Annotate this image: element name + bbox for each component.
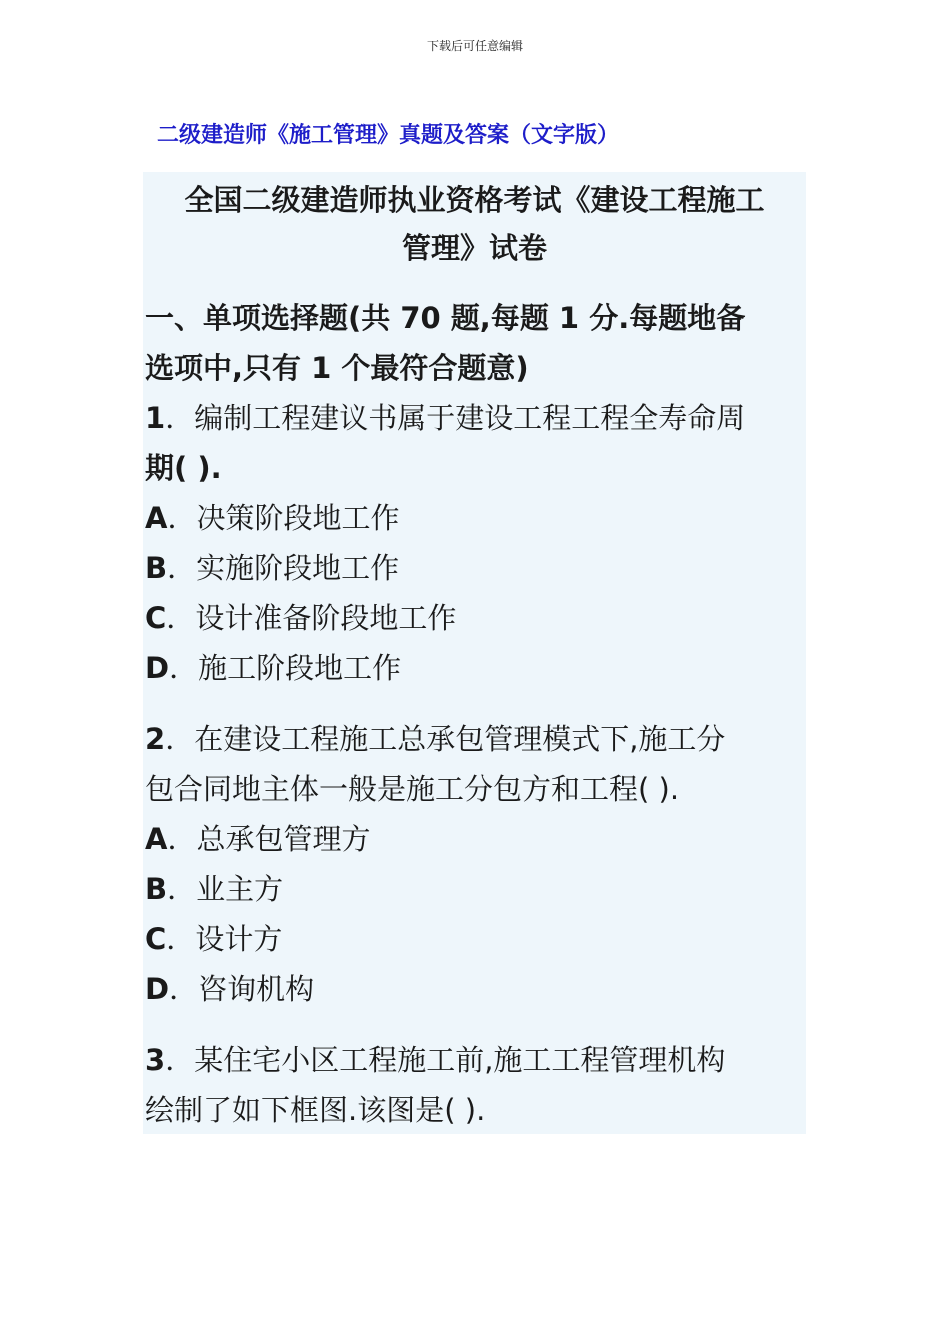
option-text: 实施阶段地工作 bbox=[196, 551, 400, 585]
option-text: 咨询机构 bbox=[198, 972, 315, 1006]
separator: ． bbox=[166, 922, 196, 956]
question-2-option-c bbox=[145, 914, 807, 964]
option-key: D bbox=[145, 651, 170, 685]
question-2-stem-line-2: 包合同地主体一般是施工分包方和工程( ). bbox=[145, 772, 680, 806]
separator: ． bbox=[169, 972, 199, 1006]
question-1-option-d bbox=[145, 643, 807, 693]
question-stem: 某住宅小区工程施工前,施工工程管理机构 bbox=[194, 1043, 726, 1077]
question-3-stem-line-1 bbox=[145, 1035, 807, 1085]
question-1-option-a bbox=[145, 493, 807, 543]
option-key: D bbox=[145, 972, 170, 1006]
question-2-option-b bbox=[145, 864, 807, 914]
question-stem: 在建设工程施工总承包管理模式下,施工分 bbox=[194, 722, 726, 756]
separator: ． bbox=[167, 822, 197, 856]
option-text: 设计方 bbox=[195, 922, 283, 956]
question-2-option-d bbox=[145, 964, 807, 1014]
question-3-stem-line-2: 绘制了如下框图.该图是( ). bbox=[145, 1093, 486, 1127]
option-text: 总承包管理方 bbox=[196, 822, 371, 856]
option-key: B bbox=[145, 551, 168, 585]
question-1-stem-line-2: 期( ). bbox=[145, 451, 222, 485]
exam-title bbox=[143, 176, 806, 272]
section-heading-line-1: 一、单项选择题(共 70 题,每题 1 分.每题地备 bbox=[145, 301, 746, 335]
separator: ． bbox=[167, 501, 197, 535]
option-key: B bbox=[145, 872, 168, 906]
exam-title-line-1: 全国二级建造师执业资格考试《建设工程施工 bbox=[184, 183, 765, 217]
option-text: 业主方 bbox=[196, 872, 284, 906]
separator: ． bbox=[169, 651, 199, 685]
question-1-option-b bbox=[145, 543, 807, 593]
separator: ． bbox=[166, 601, 196, 635]
question-number: 2 bbox=[145, 722, 166, 756]
option-text: 决策阶段地工作 bbox=[196, 501, 400, 535]
section-heading-line-2: 选项中,只有 1 个最符合题意) bbox=[145, 351, 529, 385]
separator: ． bbox=[165, 722, 195, 756]
separator: ． bbox=[165, 1043, 195, 1077]
option-key: A bbox=[145, 822, 168, 856]
question-number: 3 bbox=[145, 1043, 166, 1077]
question-1-stem-line-1 bbox=[145, 393, 807, 443]
question-1-option-c bbox=[145, 593, 807, 643]
separator: ． bbox=[167, 872, 197, 906]
option-text: 设计准备阶段地工作 bbox=[195, 601, 457, 635]
separator: ． bbox=[167, 551, 197, 585]
option-key: C bbox=[145, 922, 167, 956]
exam-title-line-2: 管理》试卷 bbox=[401, 231, 547, 265]
question-stem: 编制工程建议书属于建设工程工程全寿命周 bbox=[194, 401, 746, 435]
option-key: A bbox=[145, 501, 168, 535]
option-text: 施工阶段地工作 bbox=[198, 651, 402, 685]
question-2-option-a bbox=[145, 814, 807, 864]
option-key: C bbox=[145, 601, 167, 635]
question-number: 1 bbox=[145, 401, 166, 435]
document-title: 二级建造师《施工管理》真题及答案（文字版） bbox=[157, 123, 620, 148]
header-note: 下载后可任意编辑 bbox=[426, 39, 523, 53]
separator: ． bbox=[165, 401, 195, 435]
question-2-stem-line-1 bbox=[145, 714, 807, 764]
